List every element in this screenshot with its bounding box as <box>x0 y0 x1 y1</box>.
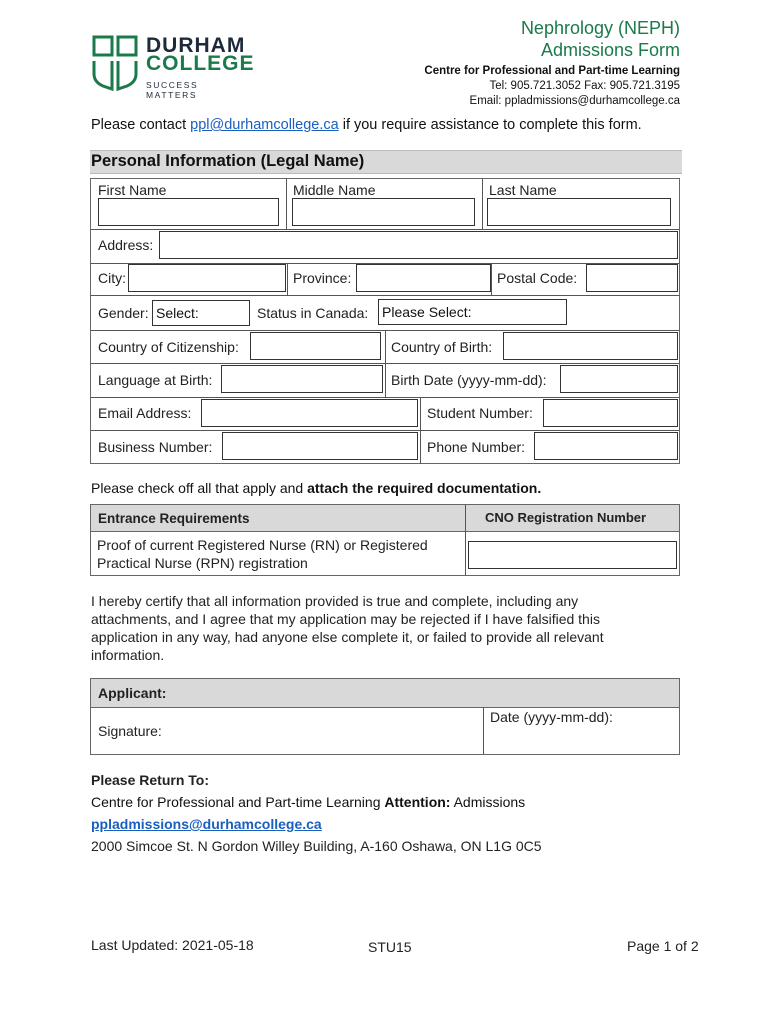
postal-code-field[interactable] <box>586 264 678 292</box>
middle-name-field[interactable] <box>292 198 475 226</box>
first-name-label: First Name <box>98 182 167 198</box>
student-number-field[interactable] <box>543 399 678 427</box>
row-divider <box>91 430 679 431</box>
birth-date-label: Birth Date (yyyy-mm-dd): <box>391 372 547 388</box>
city-label: City: <box>98 270 126 286</box>
gender-select[interactable] <box>152 300 250 326</box>
last-name-label: Last Name <box>489 182 557 198</box>
last-name-field[interactable] <box>487 198 671 226</box>
entrance-requirements-header: Entrance Requirements <box>98 511 250 526</box>
col-divider <box>482 179 483 229</box>
contact-line <box>91 117 642 133</box>
certify-line3: application in any way, had anyone else complete it, or failed to provide all relevant <box>91 629 604 645</box>
certify-line4: information. <box>91 647 165 663</box>
birth-country-field[interactable] <box>503 332 678 360</box>
centre-name: Centre for Professional and Part-time Learning <box>424 65 680 77</box>
gender-label: Gender: <box>98 305 149 321</box>
contact-before: Please contact <box>91 117 191 133</box>
email-label: Email Address: <box>98 405 192 421</box>
check-instructions <box>91 480 541 496</box>
middle-name-label: Middle Name <box>293 182 376 198</box>
requirement-line1: Proof of current Registered Nurse (RN) or Registered <box>97 537 428 553</box>
form-code: STU15 <box>368 939 412 955</box>
shield-logo-icon <box>92 34 140 92</box>
attention-label: Attention: <box>384 794 451 810</box>
col-divider <box>286 179 287 229</box>
return-address: 2000 Simcoe St. N Gordon Willey Building, A-160 Oshawa, ON L1G 0C5 <box>91 838 542 854</box>
return-centre: Centre for Professional and Part-time Learning <box>91 794 385 810</box>
tel-fax: Tel: 905.721.3052 Fax: 905.721.3195 <box>489 80 680 92</box>
requirement-line2: Practical Nurse (RPN) registration <box>97 555 308 571</box>
return-email-link[interactable]: ppladmissions@durhamcollege.ca <box>91 816 322 832</box>
applicant-heading: Applicant: <box>98 685 167 701</box>
col-divider <box>385 330 386 397</box>
province-field[interactable] <box>356 264 491 292</box>
col-divider <box>491 263 492 295</box>
col-divider <box>420 397 421 464</box>
contact-after: if you require assistance to complete this form. <box>338 117 642 133</box>
date-field[interactable] <box>484 726 676 752</box>
cno-registration-field[interactable] <box>468 541 677 569</box>
certify-line1: I hereby certify that all information provided is true and complete, including any <box>91 593 579 609</box>
phone-number-field[interactable] <box>534 432 678 460</box>
row-divider <box>91 229 679 230</box>
citizenship-field[interactable] <box>250 332 381 360</box>
page-number: Page 1 of 2 <box>627 938 699 954</box>
email-field[interactable] <box>201 399 418 427</box>
row-divider <box>91 295 679 296</box>
check-bold-text: attach the required documentation. <box>307 480 542 496</box>
phone-number-label: Phone Number: <box>427 439 526 455</box>
citizenship-label: Country of Citizenship: <box>98 339 239 355</box>
last-updated: Last Updated: 2021-05-18 <box>91 937 254 953</box>
logo-line2: COLLEGE <box>146 52 255 75</box>
signature-field[interactable] <box>170 708 480 752</box>
birth-country-label: Country of Birth: <box>391 339 493 355</box>
applicant-header <box>91 679 679 708</box>
first-name-field[interactable] <box>98 198 279 226</box>
birth-date-field[interactable] <box>560 365 678 393</box>
check-text: Please check off all that apply and <box>91 480 308 496</box>
attention-value: Admissions <box>450 794 526 810</box>
col-divider <box>287 263 288 295</box>
postal-code-label: Postal Code: <box>497 270 578 286</box>
student-number-label: Student Number: <box>427 405 533 421</box>
address-label: Address: <box>98 237 154 253</box>
header-email: Email: ppladmissions@durhamcollege.ca <box>469 95 680 107</box>
status-select[interactable] <box>378 299 567 325</box>
certify-line2: attachments, and I agree that my application may be rejected if I have falsified this <box>91 611 600 627</box>
business-number-label: Business Number: <box>98 439 213 455</box>
personal-info-heading: Personal Information (Legal Name) <box>91 152 365 170</box>
personal-info-heading-bar <box>90 150 682 174</box>
return-centre-line <box>91 794 525 810</box>
gender-select-value: Select: <box>156 305 199 321</box>
status-label: Status in Canada: <box>257 305 369 321</box>
address-field[interactable] <box>159 231 678 259</box>
language-field[interactable] <box>221 365 383 393</box>
return-heading: Please Return To: <box>91 772 209 788</box>
business-number-field[interactable] <box>222 432 418 460</box>
logo-line1: DURHAM <box>146 34 246 57</box>
row-divider <box>91 397 679 398</box>
contact-email-link[interactable]: ppl@durhamcollege.ca <box>190 117 339 133</box>
col-divider <box>465 505 466 575</box>
cno-registration-header: CNO Registration Number <box>485 510 647 525</box>
college-logo <box>92 34 255 100</box>
form-title-line1: Nephrology (NEPH) <box>520 18 680 38</box>
city-field[interactable] <box>128 264 286 292</box>
status-select-value: Please Select: <box>382 304 472 320</box>
signature-label: Signature: <box>98 723 162 739</box>
province-label: Province: <box>293 270 352 286</box>
language-label: Language at Birth: <box>98 372 213 388</box>
date-label: Date (yyyy-mm-dd): <box>490 709 613 725</box>
logo-tagline: SUCCESS MATTERS <box>146 80 199 100</box>
form-title-line2: Admissions Form <box>540 40 680 60</box>
